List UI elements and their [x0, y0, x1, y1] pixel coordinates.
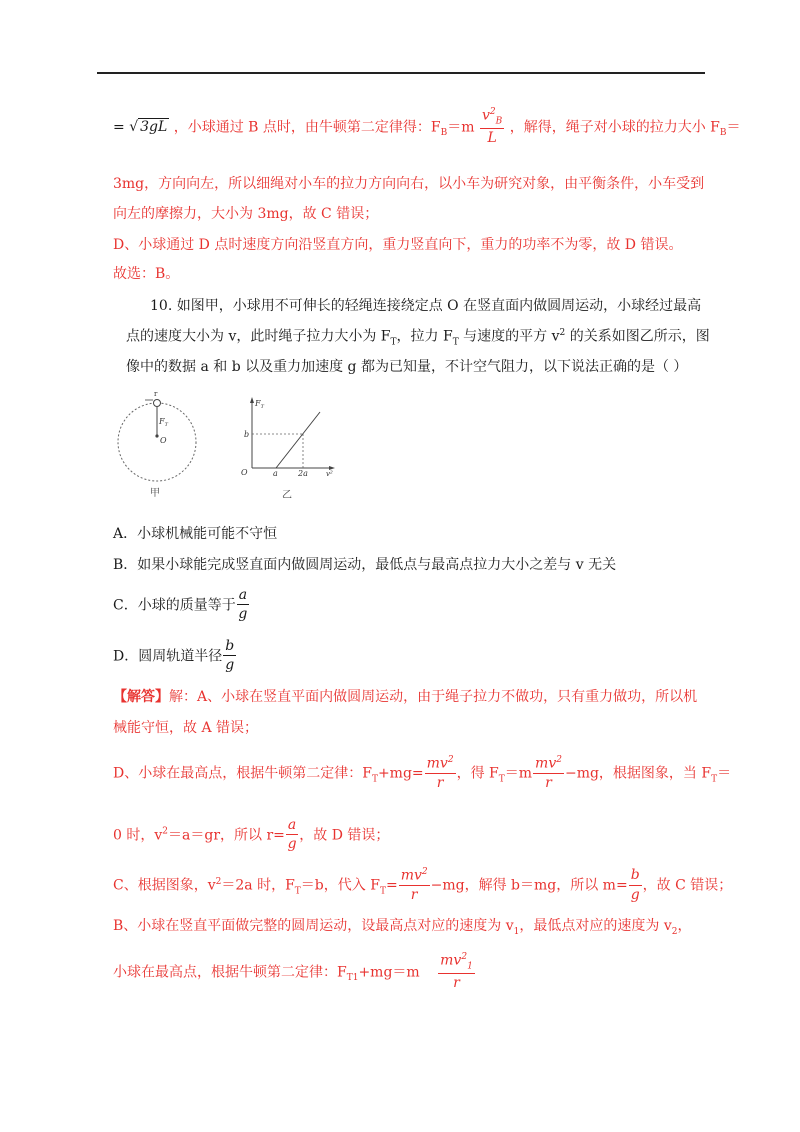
question-line-1: 10. 如图甲，小球用不可伸长的轻绳连接绕定点 O 在竖直面内做圆周运动，小球经过最高: [150, 298, 702, 314]
solution-line-6: B、小球在竖直平面做完整的圆周运动，设最高点对应的速度为 $v_1$，最低点对应的速度为 $v_2$，: [113, 918, 692, 937]
equals-sign: =: [113, 119, 125, 136]
sqrt-expression: √ 3gL: [129, 119, 168, 136]
solution-line-4: 0 时，$v^2=a=gr$，所以 r= $\frac{a}{g}$ ，故 D 错误；: [113, 817, 390, 853]
fraction-b-over-g: $\frac{b}{g}$: [225, 638, 235, 674]
y-axis-label: $F_T$: [255, 399, 264, 410]
solution-line-1: 【解答】解：A、小球在竖直平面内做圆周运动，由于绳子拉力不做功，只有重力做功，所以机: [113, 689, 698, 705]
figure-label-yi: 乙: [282, 490, 292, 498]
label-ft: $F_T$: [159, 417, 168, 428]
fraction-a-over-g: $\frac{a}{g}$: [238, 587, 248, 623]
fraction-mv2-over-r-3: $\frac{mv^2}{r}$: [400, 867, 428, 904]
answer-line-4: D、小球通过 D 点时速度方向沿竖直方向，重力竖直向下，重力的功率不为零，故 D 错误。: [113, 237, 683, 253]
fraction-a-over-g-2: $\frac{a}{g}$: [287, 817, 297, 853]
fraction-mv1sq-over-r: $\frac{mv^2_1}{r}$: [440, 952, 473, 992]
answer-line-1: = √ 3gL ，小球通过 B 点时，由牛顿第二定律得：$F_B=m$ $\frac{v^2_B}{L}$ ，解得，绳子对小球的拉力大小 $F_B=$: [113, 107, 741, 147]
answer-line-3: 向左的摩擦力，大小为 3mg，故 C 错误；: [113, 206, 379, 222]
tick-b: b: [244, 430, 250, 439]
label-o: O: [160, 436, 167, 445]
center-point: [155, 434, 158, 437]
ball: [154, 400, 161, 407]
solution-line-2: 械能守恒，故 A 错误；: [113, 720, 259, 736]
figure-graph-ft-v2: [236, 394, 346, 498]
x-axis-label: v²: [326, 470, 333, 478]
tick-a: a: [273, 469, 278, 478]
fraction-mv2-over-r: $\frac{mv^2}{r}$: [426, 755, 454, 792]
y-axis-arrow-icon: [250, 397, 254, 403]
fraction-mv2-over-r-2: $\frac{mv^2}{r}$: [535, 755, 562, 792]
fraction-b-over-g-2: $\frac{b}{g}$: [630, 867, 640, 903]
option-c: C．小球的质量等于 $\frac{a}{g}$: [113, 587, 248, 623]
figure-circle-diagram: [112, 388, 202, 498]
answer-line-5: 故选：B。: [113, 266, 180, 282]
question-line-2: 点的速度大小为 v，此时绳子拉力大小为 $F_T$，拉力 $F_T$ 与速度的平方 $v^2$ 的关系如图乙所示，图: [126, 328, 710, 348]
solution-line-5: C、根据图象，$v^2=2a$ 时，$F_T=b$，代入 $F_T=$ $\frac{mv^2}{r}$ −mg，解得 b＝mg，所以 m= $\frac{b}{g}$ ，故 C 错误；: [113, 867, 733, 904]
header-rule: [97, 72, 705, 74]
label-r: r: [154, 390, 158, 398]
question-line-3: 像中的数据 a 和 b 以及重力加速度 g 都为已知量，不计空气阻力，以下说法正确的是（ ）: [126, 359, 688, 375]
graph-line: [276, 412, 320, 468]
solution-line-7: 小球在最高点，根据牛顿第二定律：$F_{T1}+mg=m$ $\frac{mv^2_1}{r}$: [113, 952, 473, 992]
solution-line-3: D、小球在最高点，根据牛顿第二定律：$F_T+mg=$ $\frac{mv^2}{r}$ ，得 $F_T=m$ $\frac{mv^2}{r}$ −mg，根据图象，当 $F_T=$: [113, 755, 732, 792]
option-d: D．圆周轨道半径 $\frac{b}{g}$: [113, 638, 235, 674]
answer-line-2: 3mg，方向向左，所以细绳对小车的拉力方向向右，以小车为研究对象，由平衡条件，小车受到: [113, 176, 705, 192]
tick-2a: 2a: [298, 469, 308, 478]
figure-label-jia: 甲: [150, 488, 160, 498]
origin-label: O: [241, 468, 248, 477]
option-a: A．小球机械能可能不守恒: [113, 526, 278, 542]
option-b: B．如果小球能完成竖直面内做圆周运动，最低点与最高点拉力大小之差与 v 无关: [113, 557, 617, 573]
fraction-vb2-over-l: $\frac{v^2_B}{L}$: [482, 107, 503, 147]
